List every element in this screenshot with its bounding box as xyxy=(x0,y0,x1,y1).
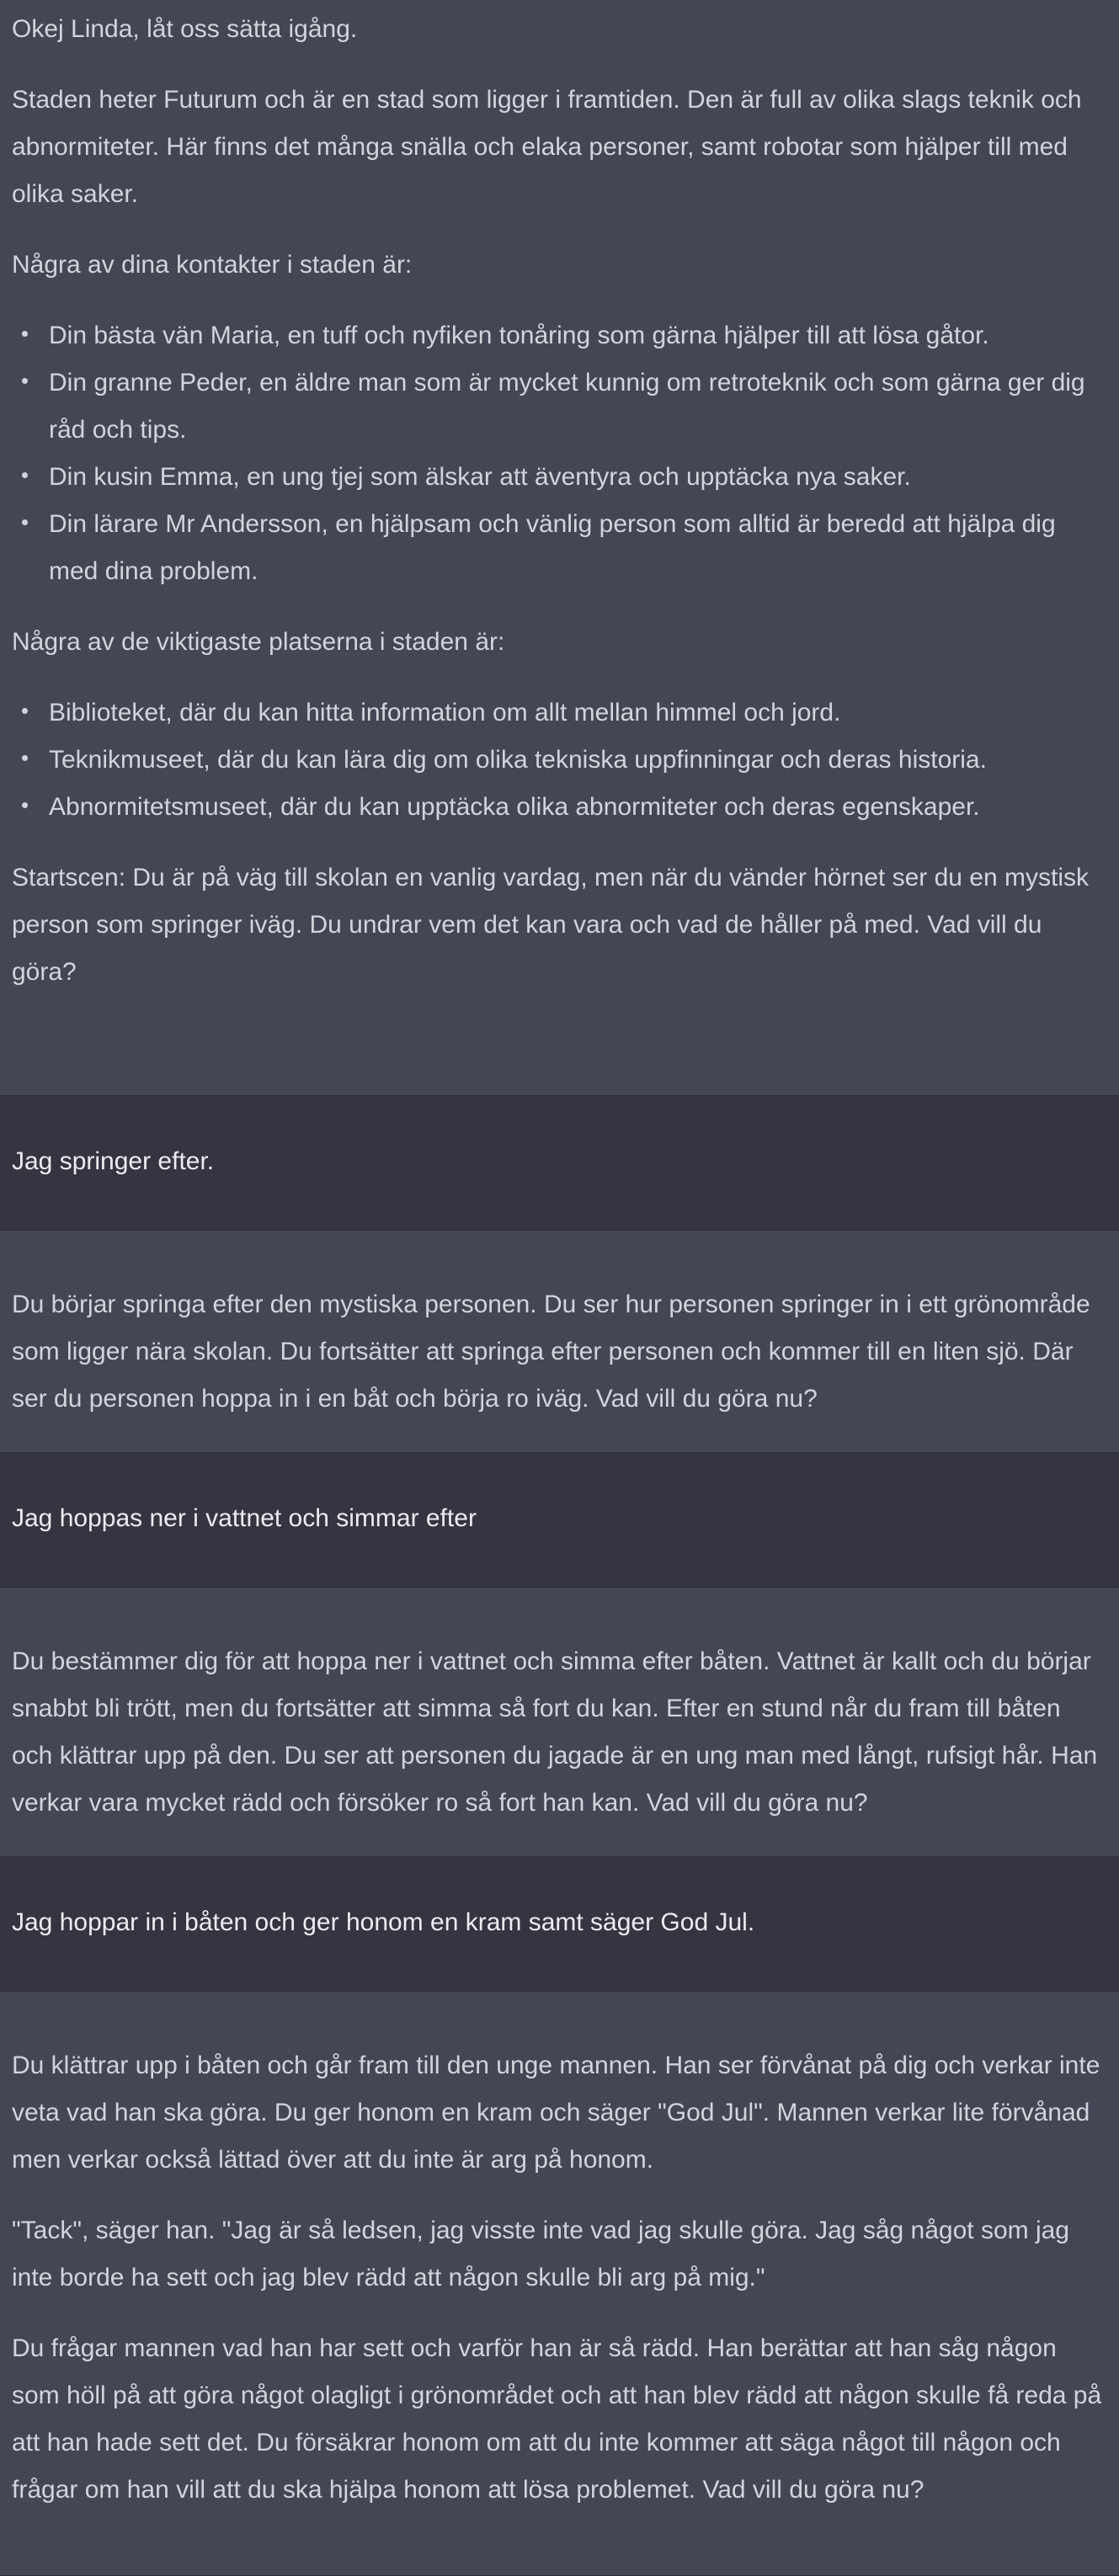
message-paragraph: Staden heter Futurum och är en stad som ligger i framtiden. Den är full av olika slags teknik och abnormiteter. Här finns det många snälla och elaka personer, samt robotar som hjälper till med olika saker. xyxy=(12,86,1082,208)
list-item: Din kusin Emma, en ung tjej som älskar att äventyra och upptäcka nya saker. xyxy=(12,454,1107,501)
list-item: Din granne Peder, en äldre man som är mycket kunnig om retroteknik och som gärna ger dig råd och tips. xyxy=(12,359,1107,454)
assistant-message xyxy=(0,1992,1119,2576)
list-item: Biblioteket, där du kan hitta information om allt mellan himmel och jord. xyxy=(12,689,1107,737)
message-text: Jag springer efter. xyxy=(12,1147,215,1175)
message-paragraph: Några av de viktigaste platserna i staden är: xyxy=(12,628,505,656)
assistant-message xyxy=(0,1231,1119,1453)
assistant-message xyxy=(0,1588,1119,1857)
message-paragraph: Du frågar mannen vad han har sett och varför han är så rädd. Han berättar att han såg någon som höll på att göra något olagligt i grönområdet och att han blev rädd att någon skulle få reda på att han hade sett det. Du försäkrar honom om att du inte kommer att säga något till någon och frågar om han vill att du ska hjälpa honom att lösa problemet. Vad vill du göra nu? xyxy=(12,2334,1102,2504)
message-paragraph: Du klättrar upp i båten och går fram till den unge mannen. Han ser förvånat på dig och verkar inte veta vad han ska göra. Du ger honom en kram och säger "God Jul". Mannen verkar lite förvånad men verkar också lättad över att du inte är arg på honom. xyxy=(12,2052,1100,2174)
list-item: Teknikmuseet, där du kan lära dig om olika tekniska uppfinningar och deras historia. xyxy=(12,737,1107,784)
user-message xyxy=(0,1096,1119,1231)
list-item: Din bästa vän Maria, en tuff och nyfiken tonåring som gärna hjälper till att lösa gåtor. xyxy=(12,312,1107,359)
assistant-message xyxy=(0,0,1119,1096)
user-message xyxy=(0,1857,1119,1992)
message-text: Jag hoppar in i båten och ger honom en kram samt säger God Jul. xyxy=(12,1908,755,1936)
message-paragraph: Du bestämmer dig för att hoppa ner i vattnet och simma efter båten. Vattnet är kallt och du börjar snabbt bli trött, men du fortsätter att simma så fort du kan. Efter en stund når du fram till båten och klättrar upp på den. Du ser att personen du jagade är en ung man med långt, rufsigt hår. Han verkar vara mycket rädd och försöker ro så fort han kan. Vad vill du göra nu? xyxy=(12,1647,1098,1817)
list-item: Din lärare Mr Andersson, en hjälpsam och vänlig person som alltid är beredd att hjälpa dig med dina problem. xyxy=(12,501,1107,595)
message-paragraph: Du börjar springa efter den mystiska personen. Du ser hur personen springer in i ett grönområde som ligger nära skolan. Du fortsätter att springa efter personen och kommer till en liten sjö. Där ser du personen hoppa in i en båt och börja ro iväg. Vad vill du göra nu? xyxy=(12,1291,1090,1413)
message-paragraph: Startscen: Du är på väg till skolan en vanlig vardag, men när du vänder hörnet ser du en mystisk person som springer iväg. Du undrar vem det kan vara och vad de håller på med. Vad vill du göra? xyxy=(12,864,1089,986)
message-paragraph: Okej Linda, låt oss sätta igång. xyxy=(12,15,358,43)
message-paragraph: "Tack", säger han. "Jag är så ledsen, jag visste inte vad jag skulle göra. Jag såg något som jag inte borde ha sett och jag blev rädd att någon skulle bli arg på mig." xyxy=(12,2217,1069,2291)
message-paragraph: Några av dina kontakter i staden är: xyxy=(12,251,413,279)
places-list xyxy=(12,689,1107,831)
message-text: Jag hoppas ner i vattnet och simmar efter xyxy=(12,1504,477,1532)
contacts-list xyxy=(12,312,1107,595)
user-message xyxy=(0,1453,1119,1588)
list-item: Abnormitetsmuseet, där du kan upptäcka olika abnormiteter och deras egenskaper. xyxy=(12,784,1107,831)
